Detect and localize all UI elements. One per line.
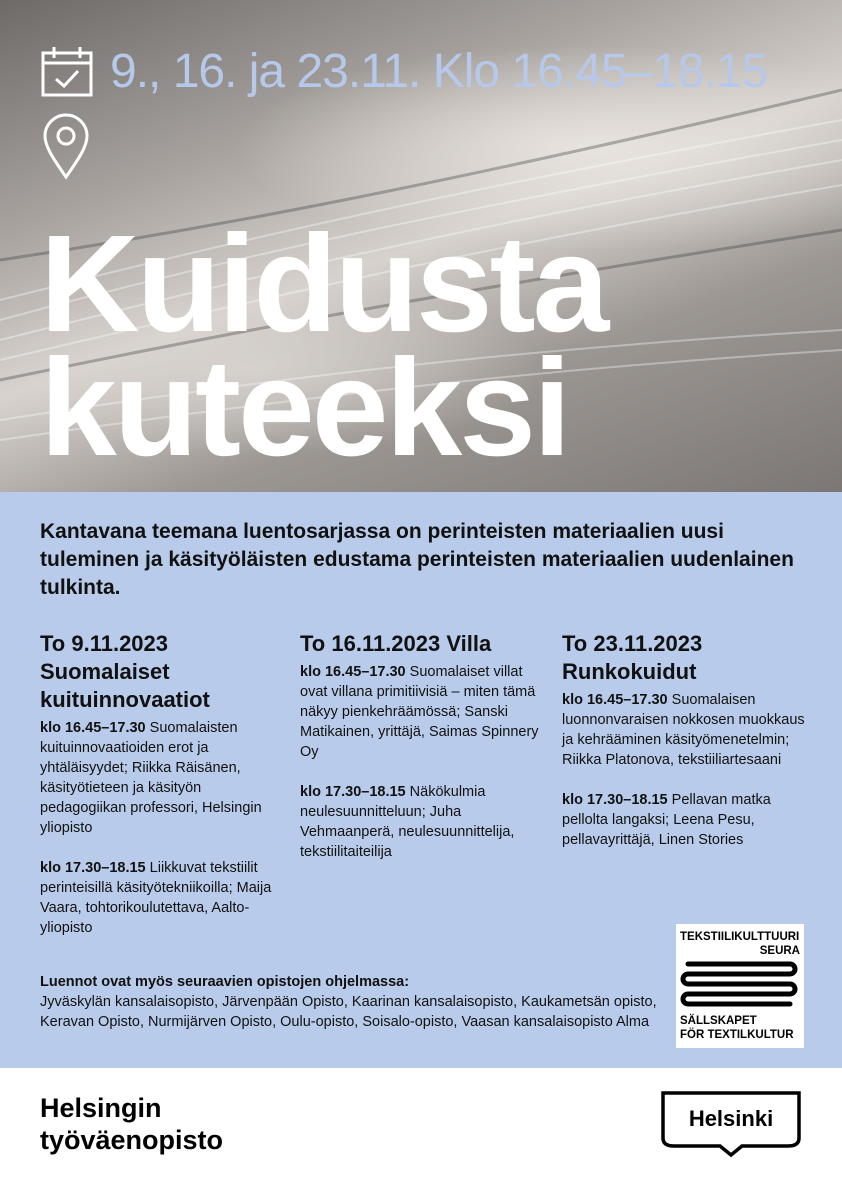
session-time: klo 16.45–17.30: [40, 720, 146, 736]
session-item: [300, 782, 545, 862]
session-text: Liikkuvat tekstiilit perinteisillä käsityötekniikoilla; Maija Vaara, tohtorikoulutettava, Aalto-yliopisto: [40, 860, 272, 936]
lead-text: Kantavana teemana luentosarjassa on perinteisten materiaalien uusi tuleminen ja käsityöläisten edustama perinteisten materiaalien uudenlainen tulkinta.: [40, 520, 794, 599]
org-line-2: työväenopisto: [40, 1125, 224, 1155]
seura-line-3: SÄLLSKAPET: [680, 1015, 757, 1027]
seura-line-1: TEKSTIILIKULTTUURI: [680, 931, 800, 943]
column-day-1: [40, 630, 280, 958]
column-day-3: [562, 630, 807, 870]
partners-list: Jyväskylän kansalaisopisto, Järvenpään Opisto, Kaarinan kansalaisopisto, Kaukametsän opisto, Keravan Opisto, Nurmijärven Opisto, Oulu-opisto, Soisalo-opisto, Vaasan kansalaisopisto Alma: [40, 994, 657, 1030]
session-item: [40, 718, 280, 838]
org-line-1: Helsingin: [40, 1093, 162, 1123]
footer: [0, 1068, 842, 1191]
session-item: [40, 858, 280, 938]
calendar-check-icon: [40, 45, 94, 99]
session-text: Suomalaisen luonnonvaraisen nokkosen muokkaus ja kehrääminen käsityömenetelmin; Riikka Platonova, tekstiiliartesaani: [562, 692, 805, 768]
helsinki-city-logo: [660, 1090, 802, 1158]
title-line-2: kuteeksi: [40, 331, 569, 485]
helsinki-logo-text: Helsinki: [688, 1106, 774, 1131]
event-title: [40, 207, 607, 485]
seura-line-2: SEURA: [759, 945, 800, 957]
date-row: [40, 44, 767, 99]
session-time: klo 16.45–17.30: [300, 664, 406, 680]
session-text: Suomalaisten kuituinnovaatioiden erot ja yhtäläisyydet; Riikka Räisänen, käsityötieteen ja käsityön pedagogiikan professori, Helsingin yliopisto: [40, 720, 262, 836]
tyovaenopisto-logo: [40, 1092, 223, 1156]
session-time: klo 17.30–18.15: [300, 784, 406, 800]
title-line-1: Kuidusta: [40, 207, 607, 361]
session-time: klo 17.30–18.15: [40, 860, 146, 876]
partner-institutes: [40, 972, 660, 1032]
session-time: klo 16.45–17.30: [562, 692, 668, 708]
hero-banner: [0, 0, 842, 492]
event-dates: 9., 16. ja 23.11. Klo 16.45–18.15: [110, 45, 768, 98]
session-text: Näkökulmia neulesuunnitteluun; Juha Vehmaanperä, neulesuunnittelija, tekstiilitaiteilija: [300, 784, 515, 860]
location-pin-icon: [42, 112, 90, 180]
session-item: [562, 790, 807, 850]
session-text: Pellavan matka pellolta langaksi; Leena Pesu, pellavayrittäjä, Linen Stories: [562, 792, 771, 848]
column-heading: To 9.11.2023 Suomalaiset kuituinnovaatiot: [40, 631, 210, 712]
column-heading: To 23.11.2023 Runkokuidut: [562, 631, 703, 684]
seura-line-4: FÖR TEXTILKULTUR: [680, 1029, 794, 1041]
info-panel: [0, 492, 842, 1068]
session-item: [562, 690, 807, 770]
partners-heading: Luennot ovat myös seuraavien opistojen ohjelmassa:: [40, 974, 410, 990]
session-item: [300, 662, 545, 762]
tekstiilikulttuuriseura-logo: [676, 924, 804, 1048]
column-day-2: [300, 630, 545, 882]
session-time: klo 17.30–18.15: [562, 792, 668, 808]
column-heading: To 16.11.2023 Villa: [300, 631, 492, 656]
session-text: Suomalaiset villat ovat villana primitiivisiä – miten tämä näkyy pienkehräämössä; Sanski Matikainen, yrittäjä, Saimas Spinnery Oy: [300, 664, 539, 760]
